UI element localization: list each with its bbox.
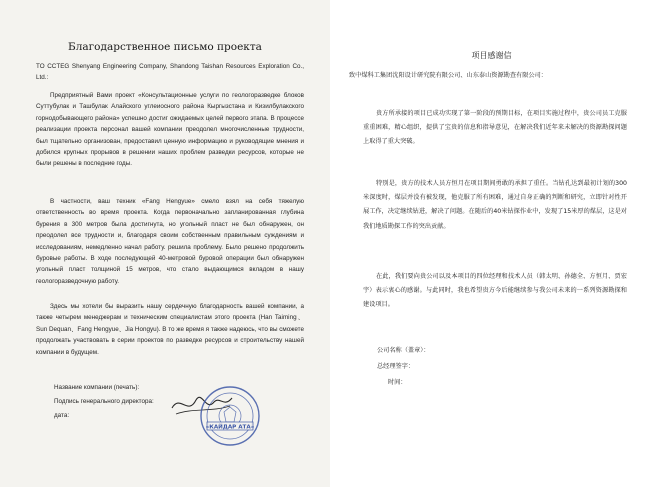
chinese-letter-title: 项目感谢信 xyxy=(471,51,512,60)
russian-director-signature-label: Подпись генерального директора: xyxy=(54,398,154,405)
russian-date-label: дата: xyxy=(54,412,70,419)
signature-and-seal xyxy=(168,378,268,450)
russian-letter-paragraph-2: В частности, ваш техник «Fang Hengyue» смело взял на себя тяжелую ответственность во время проекта. Когда первоначально запланированная глубина бурения в 300 метров была достигнута, но угольный пласт не был обнаружен, он преодолел все трудности и, благодаря своим собственным правильным суждениям и исследованиям, немедленно начал работу. решила проблему. Было решено продолжить буровые работы. В ходе последующей 40-метровой буровой операции был обнаружен угольный пласт толщиной 15 метров, что стало выдающимся вкладом в нашу геологоразведочную работу. xyxy=(36,198,304,285)
chinese-date-label: 时间： xyxy=(388,379,407,386)
chinese-manager-signature-label: 总经理签字： xyxy=(377,363,415,370)
seal-text: «КАЙДАР АТА» xyxy=(205,424,255,431)
russian-letter-paragraph-1: Предприятный Вами проект «Консультационные услуги по геологоразведке блоков Суттубулак и Ташбулак Алайского углеиосного района Кыргызстана и Кизилбулакского горнодобывающего района» успешно достиг ожидаемых целей первого этапа. В процессе реализации проекта персонал вашей компании преодолел многочисленные трудности, был тщательно организован, предоставил ценную информацию и руководящие мнения и добился крупных прорывов в решении наших проблем разведки ресурсов, которые не были решены в последние годы. xyxy=(36,92,304,168)
chinese-letter-addressee: 致中煤科工集团沈阳设计研究院有限公司、山东泰山资源勘查有限公司： xyxy=(349,72,547,79)
russian-letter-paragraph-3: Здесь мы хотели бы выразить нашу сердечную благодарность вашей компании, а также четырем менеджерам и техническим специалистам этого проекта (Han Taiming、Sun Dequan、Fang Hengyue、Jia Hongyu). В то же время я также надеюсь, что вы сможете продолжать участвовать в серии проектов по разведке ресурсов и строительству нашей компании в будущем. xyxy=(36,303,304,356)
russian-letter-addressee: TO CCTEG Shenyang Engineering Company, Shandong Taishan Resources Exploration Co., Ltd.: xyxy=(36,63,304,82)
chinese-letter-paragraph-1: 贵方所承接的项目已成功实现了第一阶段的预期目标，在项目实施过程中，贵公司员工克服重重困难，精心组织，提供了宝贵的信息和指导意见，在解决我们近年来未解决的资源勘探问题上取得了重大突破。 xyxy=(363,110,627,146)
chinese-company-name-label: 公司名称（盖章）： xyxy=(377,347,430,354)
russian-letter-title: Благодарственное письмо проекта xyxy=(68,41,262,53)
chinese-letter-paragraph-3: 在此，我们要向贵公司以及本项目的四位经理和技术人员（韩太明、孙德全、方恒月、贾宏宇）表示衷心的感谢。与此同时，我也希望贵方今后能继续参与我公司未来的一系列资源勘探和建设项目。 xyxy=(363,273,627,309)
russian-company-name-label: Название компании (печать): xyxy=(54,384,140,391)
chinese-letter-paragraph-2: 特别是，贵方的技术人员方恒月在项目期间勇敢的承担了重任。当钻孔达到最初计划的300米深度时，煤层并没有被发现，他克服了所有困难，通过自身正确的判断和研究，立即针对性开展工作，决定继续钻进，解决了问题。在随后的40米钻探作业中，发现了15米厚的煤层，这是对我们地质勘探工作的突出贡献。 xyxy=(363,180,627,230)
